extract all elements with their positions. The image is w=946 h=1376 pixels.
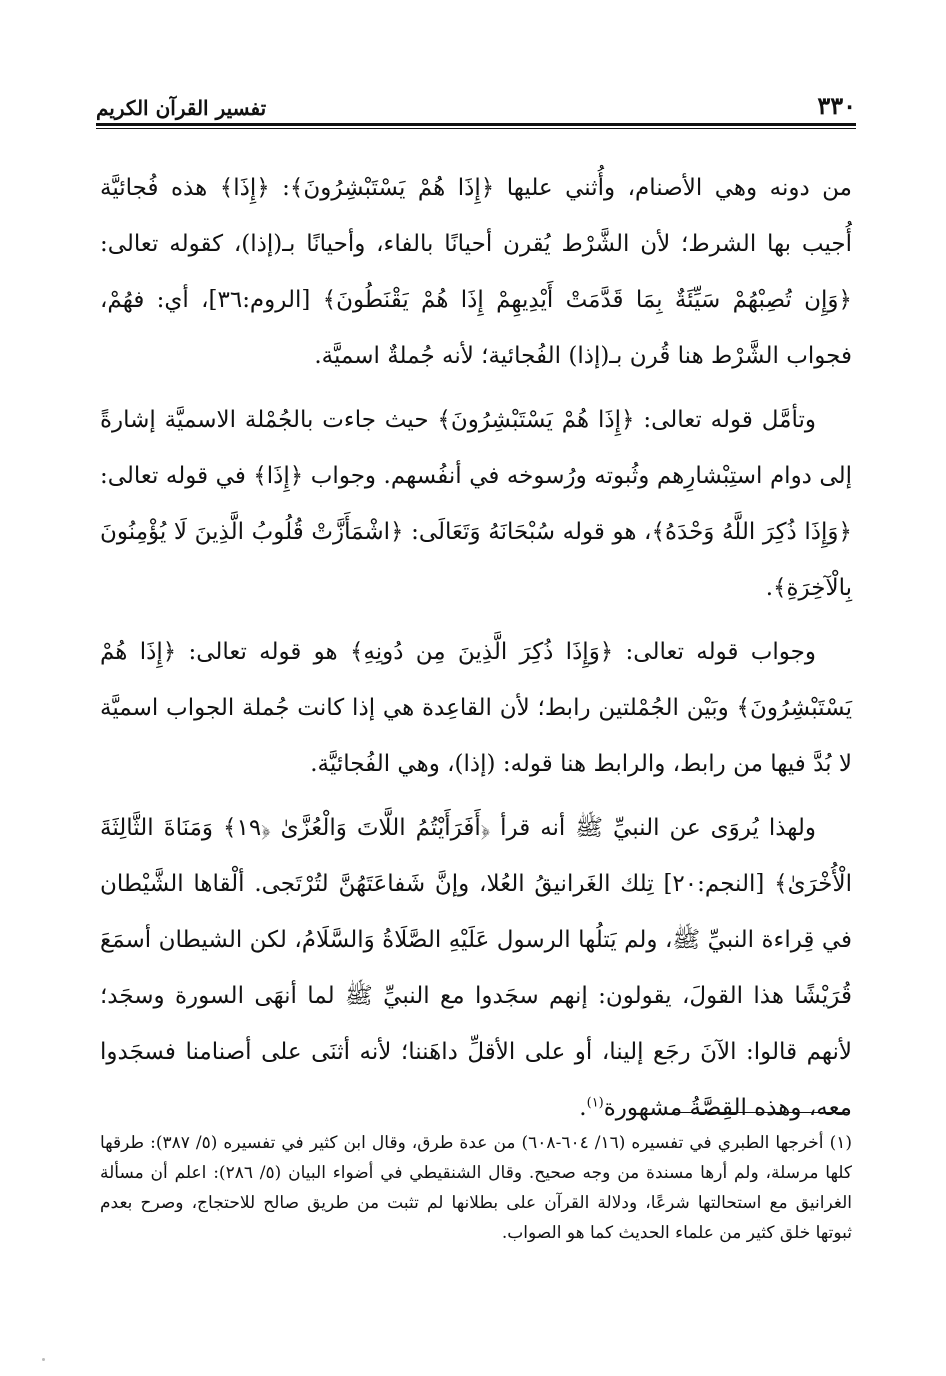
paragraph: من دونه وهي الأصنام، وأُثني عليها ﴿إِذَا هُمْ يَسْتَبْشِرُونَ﴾: ﴿إِذَا﴾ هذه فُجائيَّة أُجيب بها الشرط؛ لأن الشَّرْط يُقرن أحيانًا بالفاء، وأحيانًا بـ(إذا)، كقوله تعالى: ﴿وَإِن تُصِبْهُمْ سَيِّئَةٌ بِمَا قَدَّمَتْ أَيْدِيهِمْ إِذَا هُمْ يَقْنَطُونَ﴾ [الروم:٣٦]، أي: فهُمْ، فجواب الشَّرْط هنا قُرن بـ(إذا) الفُجائية؛ لأنه جُملةٌ اسميَّة. <box>100 175 852 369</box>
scan-speck <box>42 1358 45 1361</box>
main-text <box>100 160 852 1144</box>
page-header <box>96 86 856 120</box>
paragraph-text: ولهذا يُروَى عن النبيِّ ﷺ أنه قرأ ﴿أَفَرَأَيْتُمُ اللَّاتَ وَالْعُزَّىٰ ﴿١٩﴾ وَمَنَاةَ الثَّالِثَةَ الْأُخْرَىٰ﴾ [النجم:٢٠] تِلك الغَرانيقُ العُلا، وإنَّ شَفاعَتَهُنَّ لتُرْتَجى. ألْقاها الشَّيْطان في قِراءة النبيِّ ﷺ، ولم يَتلُها الرسول عَلَيْهِ الصَّلَاةُ وَالسَّلَامُ، لكن الشيطان أسمَعَ قُرَيْشًا هذا القولَ، يقولون: إنهم سجَدوا مع النبيِّ ﷺ لما أنهَى السورة وسجَد؛ لأنهم قالوا: الآنَ رجَع إلينا، أو على الأقلِّ داهَننا؛ لأنه أثنَى على أصنامنا فسجَدوا معه، وهذه القِصَّةُ مشهورة <box>100 815 853 1121</box>
footnote-rule <box>672 1112 850 1113</box>
book-title: تفسير القرآن الكريم <box>96 96 267 120</box>
page-number: ٣٣٠ <box>817 91 856 120</box>
paragraph: وجواب قوله تعالى: ﴿وَإِذَا ذُكِرَ الَّذِينَ مِن دُونِهِ﴾ هو قوله تعالى: ﴿إِذَا هُمْ يَسْتَبْشِرُونَ﴾ وبَيْن الجُمْلتين رابط؛ لأن القاعِدة هي إذا كانت جُملة الجواب اسميَّة لا بُدَّ فيها من رابط، والرابط هنا قوله: (إذا)، وهي الفُجائيَّة. <box>100 639 852 777</box>
paragraph-end: . <box>579 1095 587 1121</box>
footnote: (١) أخرجها الطبري في تفسيره (١٦/ ٦٠٤-٦٠٨) من عدة طرق، وقال ابن كثير في تفسيره (٥/ ٣٨٧): طرقها كلها مرسلة، ولم أرها مسندة من وجه صحيح. وقال الشنقيطي في أضواء البيان (٥/ ٢٨٦): اعلم أن مسألة الغرانيق مع استحالتها شرعًا، ودلالة القرآن على بطلانها لم تثبت من طريق صالح للاحتجاج، وصرح بعدم ثبوتها خلق كثير من علماء الحديث كما هو الصواب. <box>100 1133 852 1243</box>
footnote-marker: (١) <box>586 1095 604 1111</box>
footnotes <box>100 1128 852 1248</box>
paragraph <box>100 800 852 1136</box>
paragraph: وتأمَّل قوله تعالى: ﴿إِذَا هُمْ يَسْتَبْشِرُونَ﴾ حيث جاءت بالجُمْلة الاسميَّة إشارةً إلى دوام استِبْشارِهم وثُبوته ورُسوخه في أنفُسهم. وجواب ﴿إِذَا﴾ في قوله تعالى: ﴿وَإِذَا ذُكِرَ اللَّهُ وَحْدَهُ﴾، هو قوله سُبْحَانَهُ وَتَعَالَى: ﴿اشْمَأَزَّتْ قُلُوبُ الَّذِينَ لَا يُؤْمِنُونَ بِالْآخِرَةِ﴾. <box>100 407 852 601</box>
header-rule <box>96 123 856 129</box>
